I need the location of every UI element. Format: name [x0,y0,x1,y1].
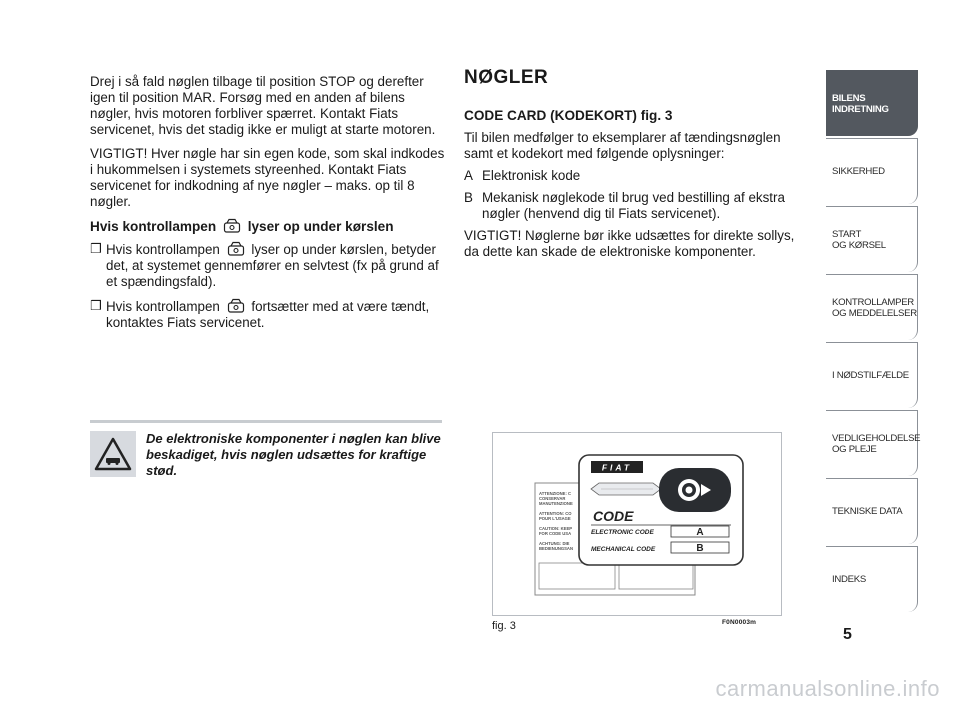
checkbox-bullet-icon: ❒ [90,241,102,256]
back-card-text: ATTENTION: CO [539,511,572,516]
code-card-illustration [493,433,783,617]
tab-bilens-indretning[interactable]: BILENS INDRETNING [826,70,918,136]
card-title: CODE [593,508,634,524]
tab-tekniske-data[interactable]: TEKNISKE DATA [826,478,918,544]
figure-caption: fig. 3 [492,620,516,632]
electronic-code-label: ELECTRONIC CODE [591,529,654,536]
intro-paragraph: Til bilen medfølger to eksemplarer af tændingsnøglen samt et kodekort med følgende oplysninger: [464,130,781,161]
checkbox-bullet-icon: ❒ [90,298,102,313]
back-card-text: ATTENZIONE: C [539,491,572,496]
back-card-text: POUR L'USAGE [539,516,571,521]
tab-vedligeholdelse[interactable]: VEDLIGEHOLDELSE OG PLEJE [826,410,918,476]
note-paragraph: VIGTIGT! Nøglerne bør ikke udsættes for direkte sollys, da dette kan skade de elektroniske komponenter. [464,228,795,259]
back-card-text: FOR CODE USA [539,531,572,536]
fiat-logo-text: FIAT [601,462,633,473]
warning-text: De elektroniske komponenter i nøglen kan blive beskadiget, hvis nøglen udsættes for kraftige stød. [146,431,441,478]
immobilizer-lamp-icon [227,298,245,314]
immobilizer-lamp-icon [227,241,245,257]
back-card-text: BEDIENUNGSAN [539,546,573,551]
code-card-figure [492,432,782,616]
mechanical-code-label: MECHANICAL CODE [591,546,656,553]
back-card-text: MANUTENZIONE [539,501,573,506]
back-card-text: CONSERVAR [539,496,566,501]
list-item: A Elektronisk kode [464,168,581,183]
paragraph-restart: Drej i så fald nøglen tilbage til position STOP og derefter igen til position MAR. Forsøg med en anden af bilens nøgler, hvis motoren forbliver spærret. Kontakt Fiats servicenet, hvis det stadig ikke er muligt at starte motoren. [90,74,436,137]
code-b-letter: B [696,543,704,554]
code-a-letter: A [696,527,704,538]
right-column [464,67,810,266]
watermark: carmanualsonline.info [715,676,940,701]
bullet-item: ❒ Hvis kontrollampen fortsætter med at være tændt, kontaktes Fiats servicenet. [90,298,430,330]
figure-code: F0N0003m [722,619,757,626]
section-heading-code-card: CODE CARD (KODEKORT) fig. 3 [464,108,673,123]
page-title: NØGLER [464,67,549,88]
chapter-sidebar [826,70,921,614]
tab-indeks[interactable]: INDEKS [826,546,918,612]
immobilizer-lamp-icon [223,218,241,234]
tab-i-nodstilfaelde[interactable]: I NØDSTILFÆLDE [826,342,918,408]
section-heading-warning-lamp: Hvis kontrollampen lyser op under kørslen [90,219,394,234]
tab-start-og-korsel[interactable]: START OG KØRSEL [826,206,918,272]
back-card-text: CAUTION: KEEP [539,526,573,531]
list-item: B Mekanisk nøglekode til brug ved bestilling af ekstra nøgler (henvend dig til Fiats servicenet). [464,190,785,221]
warning-triangle-icon [90,431,136,477]
bullet-item: ❒ Hvis kontrollampen lyser op under kørslen, betyder det, at systemet gennemfører en selvtest (fx på grund af et spændingsfald). [90,241,439,289]
paragraph-important-codes: VIGTIGT! Hver nøgle har sin egen kode, som skal indkodes i hukommelsen i systemets styreenhed. Kontakt Fiats servicenet for indkodning af nye nøgler – maks. op til 8 nøgler. [90,146,445,209]
back-card-text: ACHTUNG: DIE [539,541,570,546]
tab-kontrollamper[interactable]: KONTROLLAMPER OG MEDDELELSER [826,274,918,340]
warning-box [90,420,442,479]
tab-sikkerhed[interactable]: SIKKERHED [826,138,918,204]
page-number: 5 [843,626,852,643]
left-column [90,74,446,339]
